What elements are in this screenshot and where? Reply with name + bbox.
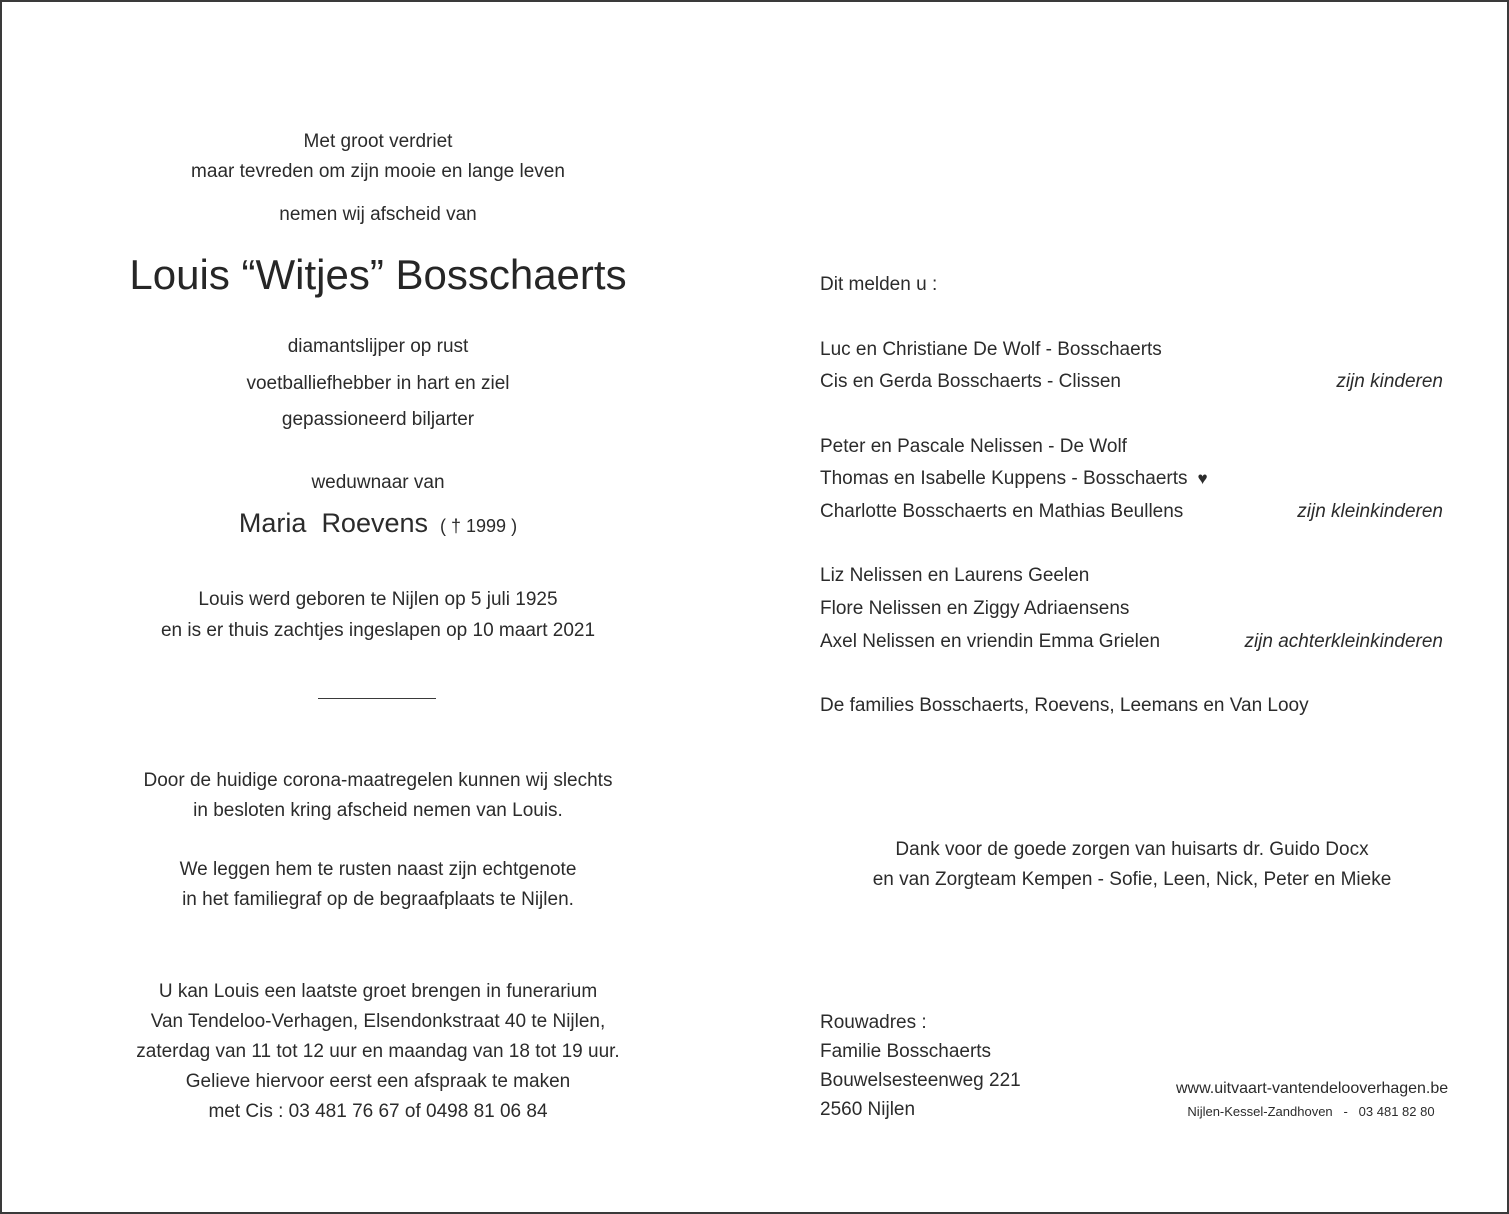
funeral-home-website: www.uitvaart-vantendelooverhagen.be [1176, 1080, 1449, 1097]
intro-line-2: maar tevreden om zijn mooie en lange leven [191, 161, 565, 182]
visit-line-4: Gelieve hiervoor eerst een afspraak te maken [185, 1071, 571, 1092]
address-family: Familie Bosschaerts [820, 1041, 992, 1062]
great-grandchildren-label: zijn achterkleinkinderen [1244, 631, 1443, 652]
grandchild-1: Peter en Pascale Nelissen - De Wolf [820, 436, 1127, 457]
visit-line-3: zaterdag van 11 tot 12 uur en maandag van 18 tot 19 uur. [136, 1041, 620, 1062]
funeral-home-info: Nijlen-Kessel-Zandhoven - 03 481 82 80 [1187, 1104, 1435, 1119]
descriptor-1: diamantslijper op rust [287, 336, 469, 357]
great-grandchild-3: Axel Nelissen en vriendin Emma Grielen [820, 631, 1161, 652]
birth-line: Louis werd geboren te Nijlen op 5 juli 1925 [198, 589, 558, 610]
families-line: De families Bosschaerts, Roevens, Leemans en Van Looy [820, 695, 1309, 716]
visit-line-2: Van Tendeloo-Verhagen, Elsendonkstraat 40 te Nijlen, [150, 1011, 606, 1032]
burial-line-2: in het familiegraf op de begraafplaats te Nijlen. [182, 889, 574, 910]
spouse-line [0, 510, 756, 537]
grandchild-2-name: Thomas en Isabelle Kuppens - Bosschaerts [820, 468, 1188, 489]
spouse-name: Maria Roevens [238, 508, 429, 538]
great-grandchild-1: Liz Nelissen en Laurens Geelen [820, 565, 1090, 586]
death-line: en is er thuis zachtjes ingeslapen op 10 maart 2021 [160, 620, 596, 641]
visit-line-1: U kan Louis een laatste groet brengen in funerarium [158, 981, 598, 1002]
address-street: Bouwelsesteenweg 221 [820, 1070, 1021, 1091]
thanks-line-2: en van Zorgteam Kempen - Sofie, Leen, Nick, Peter en Mieke [872, 869, 1392, 890]
burial-line-1: We leggen hem te rusten naast zijn echtgenote [179, 859, 577, 880]
corona-line-1: Door de huidige corona-maatregelen kunnen wij slechts [143, 770, 613, 791]
address-label: Rouwadres : [820, 1012, 927, 1033]
address-city: 2560 Nijlen [820, 1099, 916, 1120]
deceased-name: Louis “Witjes” Bosschaerts [129, 251, 627, 298]
spouse-dates: ( † 1999 ) [440, 516, 518, 536]
heart-icon: ♥ [1197, 469, 1208, 488]
divider-line [318, 698, 436, 699]
thanks-line-1: Dank voor de goede zorgen van huisarts dr. Guido Docx [895, 839, 1369, 860]
grandchild-2 [820, 469, 1208, 488]
intro-line-1: Met groot verdriet [303, 131, 453, 152]
great-grandchild-2: Flore Nelissen en Ziggy Adriaensens [820, 598, 1130, 619]
widower-label: weduwnaar van [311, 472, 445, 493]
child-2: Cis en Gerda Bosschaerts - Clissen [820, 371, 1121, 392]
child-1: Luc en Christiane De Wolf - Bosschaerts [820, 339, 1162, 360]
grandchildren-label: zijn kleinkinderen [1297, 501, 1443, 522]
children-label: zijn kinderen [1336, 371, 1443, 392]
descriptor-3: gepassioneerd biljarter [281, 409, 475, 430]
announce-line: Dit melden u : [820, 274, 938, 295]
descriptor-2: voetballiefhebber in hart en ziel [246, 373, 510, 394]
visit-line-5: met Cis : 03 481 76 67 of 0498 81 06 84 [208, 1101, 548, 1122]
intro-line-3: nemen wij afscheid van [279, 204, 477, 225]
corona-line-2: in besloten kring afscheid nemen van Louis. [193, 800, 563, 821]
grandchild-3: Charlotte Bosschaerts en Mathias Beullens [820, 501, 1184, 522]
